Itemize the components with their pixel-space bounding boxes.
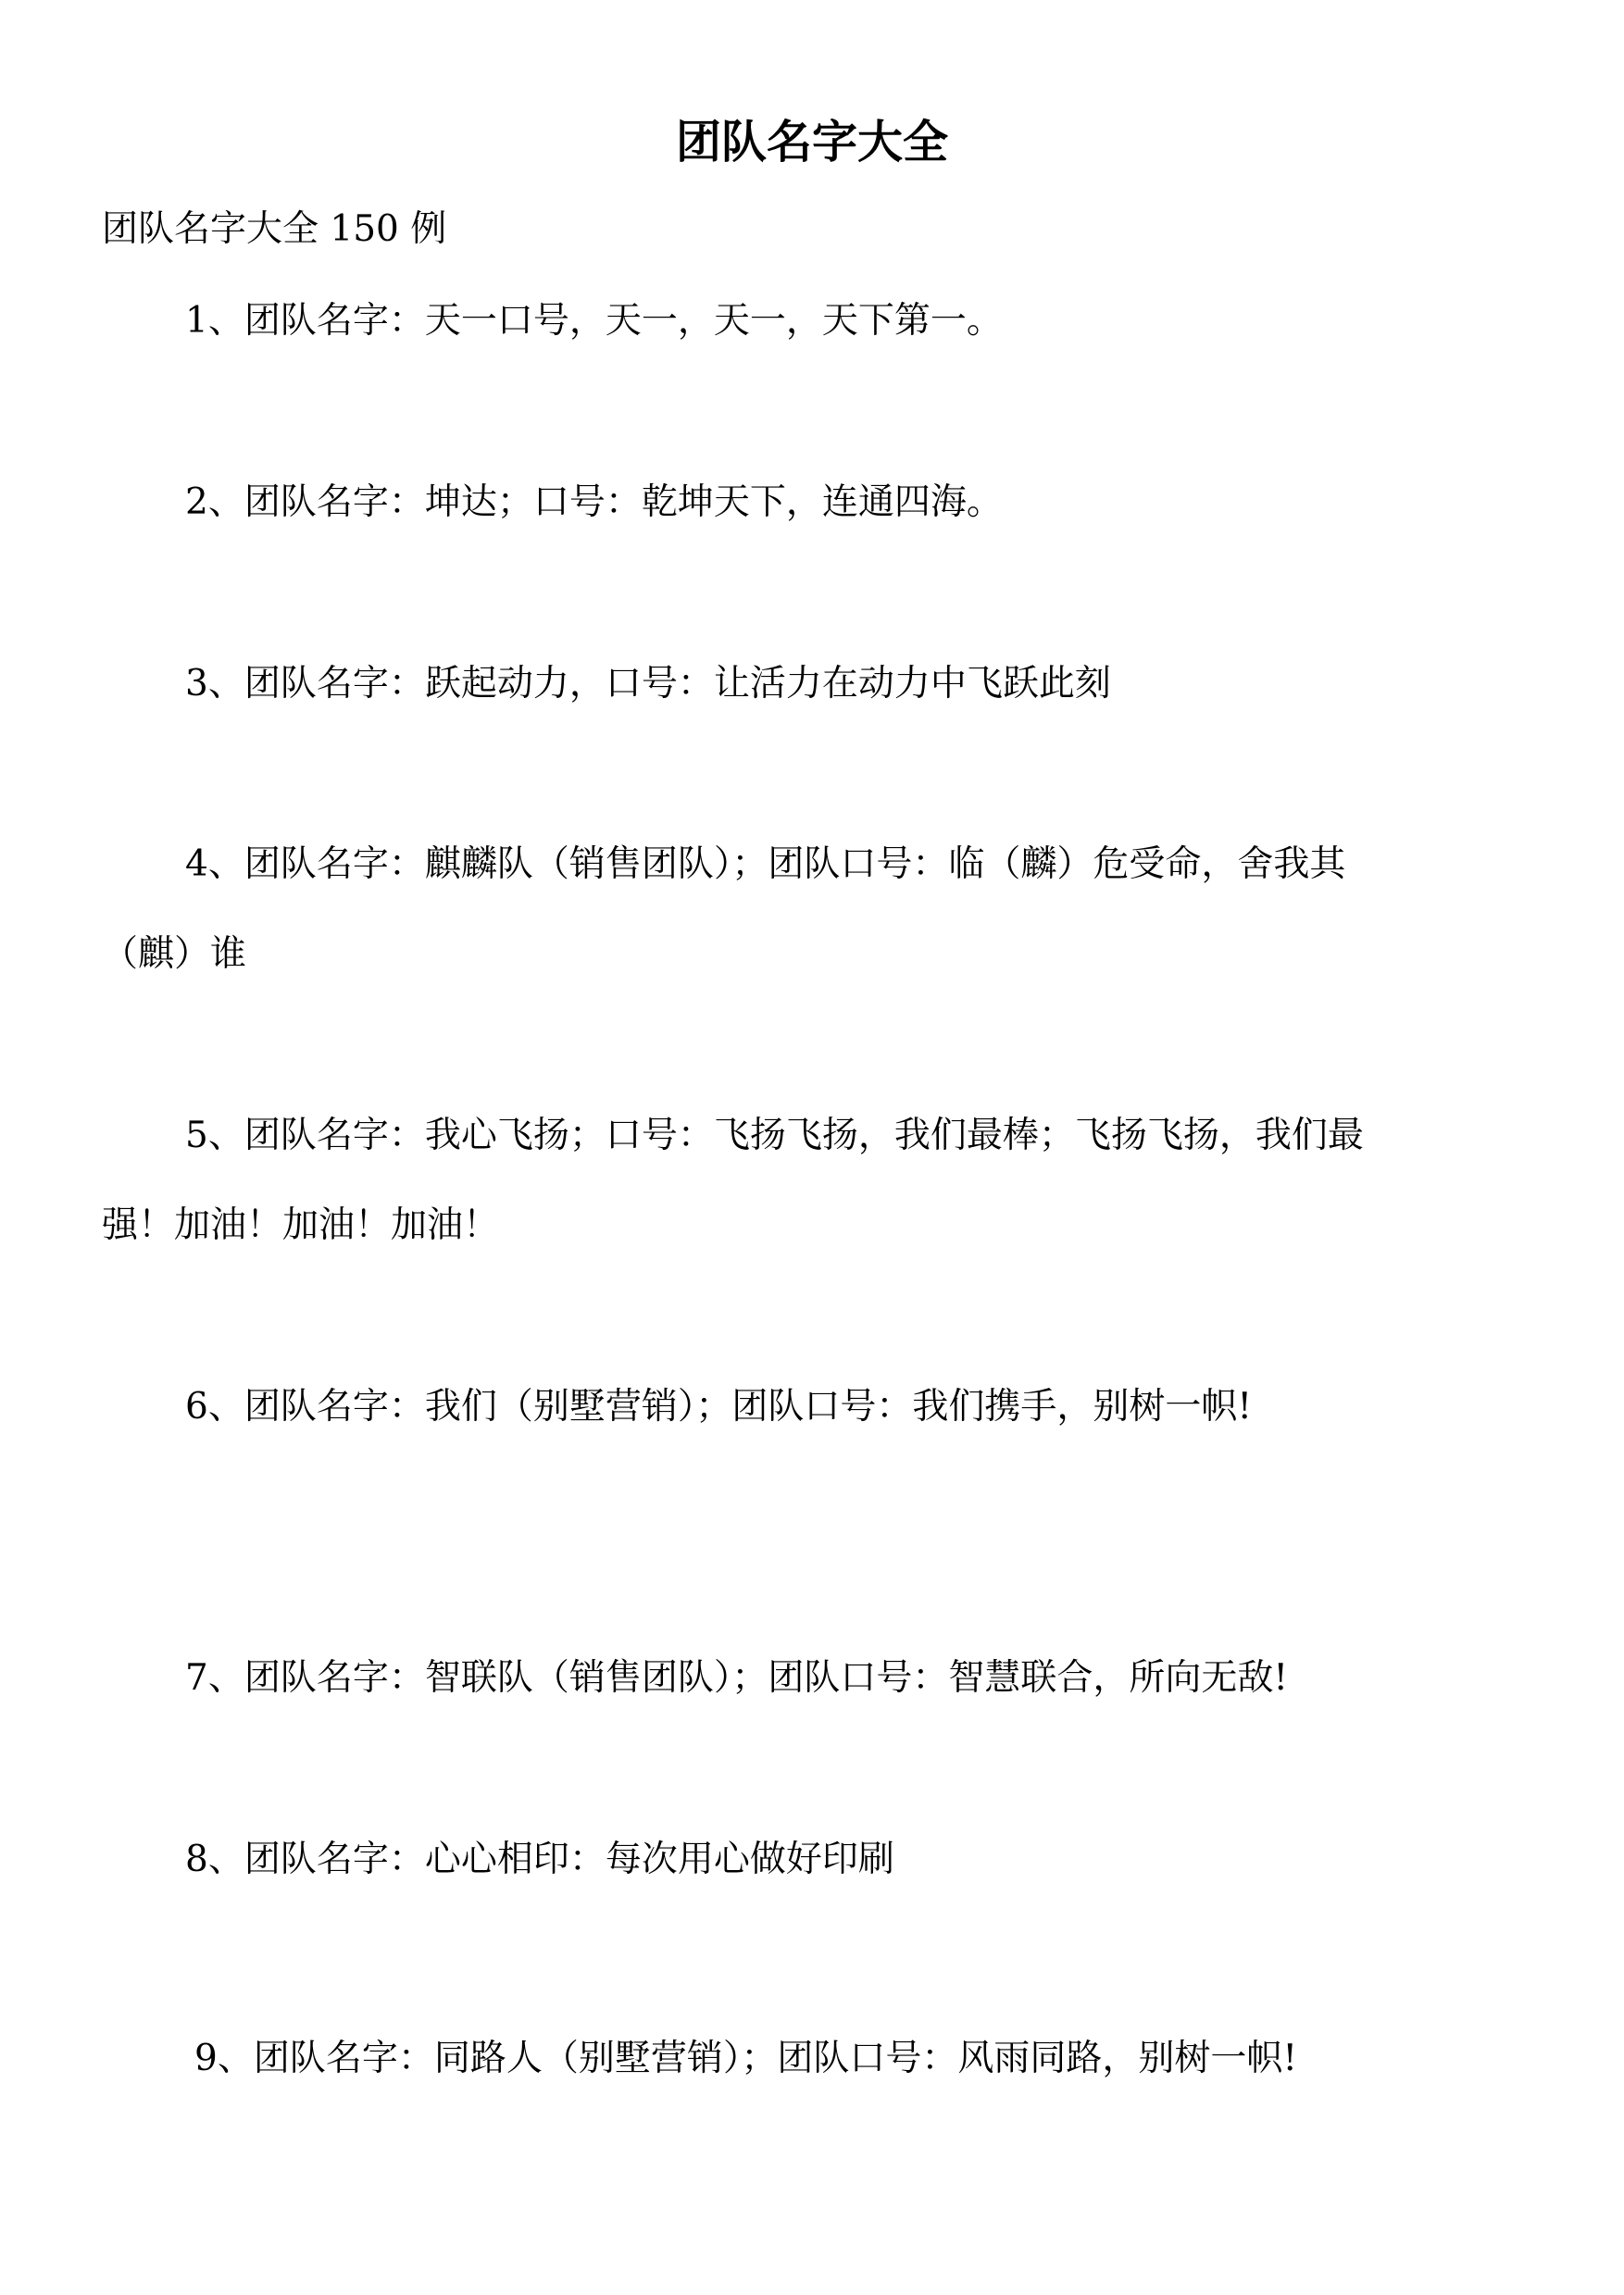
entry-4	[102, 819, 1517, 999]
entry-9-line-1: 9、团队名字：同路人（别墅营销）；团队口号：风雨同路，别树一帜!	[194, 2038, 1297, 2079]
entry-5-line-2: 强！加油！加油！加油！	[102, 1204, 500, 1246]
entry-6-line-1: 6、团队名字：我们（别墅营销）；团队口号：我们携手，别树一帜!	[185, 1386, 1252, 1428]
document-subtitle: 团队名字大全 150 例	[102, 208, 447, 250]
entry-3-line-1: 3、团队名字：跃起动力，口号：让活力在动力中飞跃此刻	[185, 663, 1111, 705]
entry-4-line-1: 4、团队名字：麒麟队（销售团队）；团队口号：临（麟）危受命，舍我其	[185, 843, 1346, 885]
entry-9	[102, 2014, 1517, 2103]
entry-4-line-2: （麒）谁	[102, 933, 247, 975]
entry-7-line-1: 7、团队名字：智联队（销售团队）；团队口号：智慧联合，所向无敌!	[185, 1657, 1288, 1699]
entry-8	[102, 1815, 1517, 1904]
entry-1-line-1: 1、团队名字：天一口号，天一，天一，天下第一。	[185, 300, 1003, 342]
entry-3	[102, 639, 1517, 729]
entry-8-line-1: 8、团队名字：心心相印：每次用心做好印刷	[185, 1839, 894, 1880]
entry-7	[102, 1633, 1517, 1723]
entry-5	[102, 1091, 1517, 1270]
document-title: 团队名字大全	[675, 115, 948, 168]
entry-5-line-1: 5、团队名字：我心飞扬；口号：飞扬飞扬，我们最棒；飞扬飞扬，我们最	[185, 1115, 1364, 1156]
entry-1	[102, 276, 1517, 366]
entry-2	[102, 457, 1517, 547]
entry-6	[102, 1362, 1517, 1452]
entry-2-line-1: 2、团队名字：坤达；口号：乾坤天下，连通四海。	[185, 481, 1003, 523]
